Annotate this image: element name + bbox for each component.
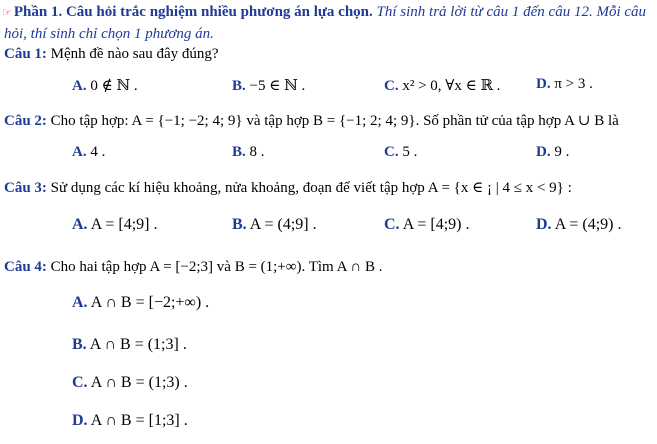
instruction-line-2: hỏi, thí sinh chỉ chọn 1 phương án. xyxy=(4,26,214,42)
q1-option-d[interactable]: D. π > 3 . xyxy=(536,76,593,92)
set-a: A = [−2;3] xyxy=(149,259,214,275)
intersection-expr: A ∩ B . xyxy=(336,259,383,275)
q1-option-c[interactable]: C. x² > 0, ∀x ∈ ℝ . xyxy=(384,78,501,94)
question-label: Câu 4: xyxy=(4,259,47,275)
q2-option-d[interactable]: D. 9 . xyxy=(536,144,570,160)
q4-option-a[interactable]: A. A ∩ B = [−2;+∞) . xyxy=(72,294,210,311)
question-text: Mệnh đề nào sau đây đúng? xyxy=(50,46,219,62)
q4-option-c[interactable]: C. A ∩ B = (1;3) . xyxy=(72,374,188,391)
question-1 xyxy=(4,46,219,63)
q2-option-c[interactable]: C. 5 . xyxy=(384,144,418,160)
q4-option-d[interactable]: D. A ∩ B = [1;3] . xyxy=(72,412,188,429)
question-label: Câu 2: xyxy=(4,113,47,129)
q3-option-b[interactable]: B. A = (4;9] . xyxy=(232,216,317,233)
section-title: Phần 1. Câu hỏi trắc nghiệm nhiều phương án lựa chọn. xyxy=(13,4,373,20)
q4-option-b[interactable]: B. A ∩ B = (1;3] . xyxy=(72,336,187,353)
q1-option-b[interactable]: B. −5 ∈ ℕ . xyxy=(232,78,306,94)
pointing-hand-icon: ☞ xyxy=(2,7,12,19)
q1-option-a[interactable]: A. 0 ∉ ℕ . xyxy=(72,78,138,94)
section-header xyxy=(2,4,646,21)
question-2: Câu 2: Cho tập hợp: A = {−1; −2; 4; 9} và tập hợp B = {−1; 2; 4; 9}. Số phần tử của tập hợp A ∪ B là xyxy=(4,113,619,129)
question-4: Câu 4: Cho hai tập hợp A = [−2;3] và B = (1;+∞). Tìm A ∩ B . xyxy=(4,259,383,275)
instruction-line-1: Thí sinh trả lời từ câu 1 đến câu 12. Mỗi câu xyxy=(376,4,647,20)
question-label: Câu 3: xyxy=(4,180,47,196)
set-a: A = {x ∈ ¡ | 4 ≤ x < 9} : xyxy=(427,180,572,196)
question-label: Câu 1: xyxy=(4,46,47,62)
q2-option-b[interactable]: B. 8 . xyxy=(232,144,265,160)
set-b: B = {−1; 2; 4; 9} xyxy=(313,113,416,129)
union-expr: A ∪ B xyxy=(564,113,605,129)
question-3: Câu 3: Sử dụng các kí hiệu khoảng, nửa khoảng, đoạn để viết tập hợp A = {x ∈ ¡ | 4 ≤ x < 9} : xyxy=(4,180,572,196)
q3-option-c[interactable]: C. A = [4;9) . xyxy=(384,216,470,233)
q3-option-d[interactable]: D. A = (4;9) . xyxy=(536,216,622,233)
set-a: A = {−1; −2; 4; 9} xyxy=(131,113,243,129)
set-b: B = (1;+∞) xyxy=(234,259,302,275)
q3-option-a[interactable]: A. A = [4;9] . xyxy=(72,216,158,233)
q2-option-a[interactable]: A. 4 . xyxy=(72,144,106,160)
